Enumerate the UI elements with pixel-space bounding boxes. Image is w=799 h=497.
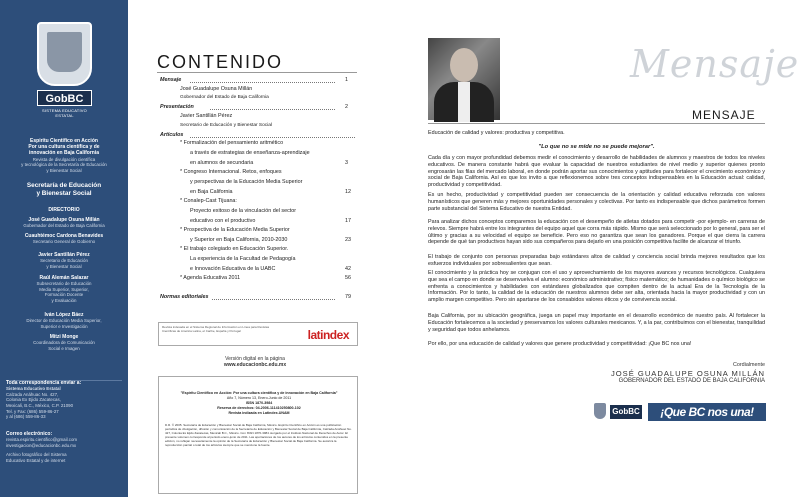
- toc-article-title[interactable]: * Formalización del pensamiento aritmético: [180, 140, 284, 146]
- email-block: [6, 431, 126, 448]
- mensaje-paragraph: El trabajo de conjunto con personas preparadas bajo estándares altos de calidad y conciencia social brinda mejores resultados que los esfuerzos individuales por sobresalientes que sean.: [428, 254, 765, 267]
- person-name: Javier Santillán Pérez: [38, 252, 90, 258]
- gobbc-footer-logo: GobBC: [610, 405, 642, 419]
- footer-logos: [592, 401, 767, 423]
- directory-entry: [4, 334, 124, 351]
- mensaje-paragraph: Cada día y con mayor profundidad debemos medir el conocimiento y desarrollo de habilidades de alumnos y maestros de todos los niveles educativos. De manera constante habrá que evaluar la capacidad de nuestros estudiantes de nivel medio y superior quienes pronto engrosarán las filas del mercado laboral, en donde podrán aportar sus conocimientos y aptitudes para fortalecer el crecimiento económico y social de Baja California. Así es que los invito a que reflexionemos sobre tres conceptos indispensables en la Educación actual: calidad, productividad y competitividad.: [428, 155, 765, 189]
- digital-version-note: [200, 356, 310, 368]
- person-role: Formación Docente: [44, 292, 84, 298]
- directory-entry: [4, 252, 124, 269]
- toc-author-role: Secretario de Educación y Bienestar Social: [180, 123, 272, 128]
- archive-line: Educativo Estatal y de internet: [6, 457, 66, 463]
- address-line: Tel. y Fax: (686) 559-86-27: [6, 408, 59, 414]
- directory-entry: [4, 217, 124, 229]
- latindex-badge: [158, 322, 358, 346]
- toc-leader: [190, 78, 335, 83]
- toc-author: José Guadalupe Osuna Millán: [180, 86, 253, 92]
- archive-line: Archivo fotográfico del Sistema: [6, 452, 67, 457]
- person-role: y Bienestar Social: [46, 263, 82, 269]
- directory-entry: [4, 233, 124, 245]
- toc-article-title: en alumnos de secundaria: [190, 160, 254, 166]
- toc-page-number: 2: [345, 104, 348, 110]
- toc-page-number: 79: [345, 294, 351, 300]
- address-line: y al (686) 559-86-33: [6, 414, 46, 420]
- person-role: Director de Educación Media Superior,: [26, 318, 102, 324]
- mensaje-heading: MENSAJE: [692, 108, 756, 122]
- correspondence-heading: Toda correspondencia enviar a:: [6, 380, 82, 386]
- slogan-logo: ¡Que BC nos una!: [648, 403, 766, 421]
- signer-post: GOBERNADOR DEL ESTADO DE BAJA CALIFORNIA: [618, 378, 765, 384]
- toc-leader: [210, 105, 335, 110]
- mensaje-intro: Educación de calidad y valores: productiva y competitiva.: [428, 130, 565, 136]
- sidebar: [0, 0, 128, 497]
- closing-text: Cordialmente: [732, 362, 765, 368]
- person-role: Gobernador del Estado de Baja California: [23, 223, 105, 229]
- toc-article-title: y Superior en Baja California, 2010-2030: [190, 237, 288, 243]
- mensaje-quote: "Lo que no se mide no se puede mejorar".: [538, 144, 655, 150]
- toc-article-title[interactable]: * Agenda Educativa 2011: [180, 275, 241, 281]
- archive-credit: [6, 452, 126, 463]
- journal-title: Espiritu Cientifico en Acción: [30, 138, 98, 144]
- title-divider: [157, 72, 357, 73]
- secretaria-line: y Bienestar Social: [36, 189, 92, 197]
- toc-article-title: e Innovación Educativa de la UABC: [190, 266, 276, 272]
- mensaje-paragraph: El conocimiento y la práctica hoy se conjugan con el uso y aprovechamiento de los mayores avances y recursos tecnológicos. Cualquiera que sea el campo en donde se desenvuelva el alumno: económico administrativo; físico matemático; de humanidades o químico biológico se enfrenta a conocimientos y habilidades con estándares globalizados que compiten dentro de la actual Era de la Tecnología de la Información. Por lo tanto, la calidad de la educación de nuestros alumnos debe ser alta, orientada hacia la mayor productividad y con un amplio margen competitivo. Pero sin apartarse de los consabidos valores éticos y de convivencia social.: [428, 270, 765, 304]
- person-role: Media Superior, Superior,: [39, 286, 89, 292]
- state-shield-icon: [37, 22, 92, 86]
- directorio-heading: [4, 207, 124, 213]
- toc-article-title[interactable]: * Conalep-Cast Tijuana:: [180, 198, 237, 204]
- journal-description: y Bienestar Social: [46, 167, 82, 173]
- address-line: Mexicali, B.C., México, C.P. 21090: [6, 402, 74, 408]
- toc-article-title: educativo con el productivo: [190, 218, 256, 224]
- contents-title: CONTENIDO: [157, 52, 283, 72]
- secretaria-heading: [4, 182, 124, 198]
- journal-info: [4, 138, 124, 173]
- toc-heading: Normas editoriales: [160, 294, 209, 300]
- toc-article-title: y perspectivas de la Educación Media Superior: [190, 179, 303, 185]
- toc-article-title: en Baja California: [190, 189, 233, 195]
- latindex-description: Revista indexada en el Sistema Regional de Información en Línea para Revistas Científicas de América Latina, el Caribe, España y Portugal: [162, 325, 270, 333]
- toc-page-number: 12: [345, 189, 351, 195]
- toc-page-number: 42: [345, 266, 351, 272]
- toc-leader: [190, 133, 355, 138]
- mensaje-paragraph: Por ello, por una educación de calidad y valores que genere productividad y competitividad: ¡Que BC nos una!: [428, 341, 692, 347]
- credits-title: "Espíritu Científico en Acción: Por una cultura científica y de innovación en Baja California": [180, 391, 338, 395]
- person-role: y Evaluación: [51, 297, 77, 303]
- person-name: Mitzi Monge: [49, 334, 79, 340]
- mensaje-watermark-title: Mensaje: [630, 42, 799, 86]
- toc-article-title[interactable]: * Prospectiva de la Educación Media Superior: [180, 227, 290, 233]
- photo-face: [450, 48, 478, 82]
- photo-shirt: [458, 82, 470, 122]
- credits-legal-text: D.R. © 2005. Secretaría de Educación y Bienestar Social de Baja California, México. Espíritu Científico en Acción es una publicación periódica de divulgación, difusión y comunicación de la Secretaría de Educación y Bienestar Social de Baja California, Calzada Anáhuac No. 427, Colonia Ex Ejido Zacatecas, Mexicali B.C., México. Con ISSN 1870-3984 otorgado por el Instituto Nacional de Derechos de Autor. El presente volumen corresponde al periodo enero-junio de 2011. Las aportaciones de los autores de los artículos contenidos en la presente edición, no reflejan necesariamente la opinión de la Secretaría de Educación y Bienestar Social de Baja California. Se autoriza la reproducción parcial o total de los artículos siempre que se mencione la fuente.: [165, 423, 352, 447]
- person-name: Raúl Alemán Salazar: [39, 275, 89, 281]
- toc-author-role: Gobernador del Estado de Baja California: [180, 95, 269, 100]
- credits-issue: Año 7, Número 13, Enero-Junio de 2011: [226, 396, 292, 400]
- toc-article-title: a través de estrategias de enseñanza-aprendizaje: [190, 150, 310, 156]
- journal-description: Revista de divulgación científica: [32, 156, 96, 162]
- journal-description: y tecnológica de la Secretaría de Educación: [21, 162, 107, 168]
- toc-article-title[interactable]: * El trabajo colegiado en Educación Superior.: [180, 246, 289, 252]
- toc-article-title: La experiencia de la Facultad de Pedagogía: [190, 256, 296, 262]
- secretaria-line: Secretaría de Educación: [26, 182, 102, 189]
- toc-heading: Presentación: [160, 104, 194, 110]
- person-name: Cuauhtémoc Cardona Benavides: [24, 233, 104, 239]
- toc-heading: Mensaje: [160, 77, 182, 83]
- person-role: Social e Imagen: [48, 345, 80, 351]
- mensaje-paragraph: Baja California, por su ubicación geográfica, juega un papel muy importante en el desarrollo económico de nuestro país. Al fortalecer la Educación fortalecemos a la sociedad y preservamos los valores culturales mexicanos. Y, a la par, contribuimos con el bienestar, tranquilidad y seguridad que todos anhelamos.: [428, 313, 765, 333]
- system-name: SISTEMA EDUCATIVO ESTATAL: [42, 108, 87, 118]
- person-role: Secretario General de Gobierno: [32, 239, 96, 245]
- person-role: Coordinadora de Comunicación: [33, 340, 95, 346]
- correspondence-block: [6, 380, 126, 420]
- toc-article-title: Proyecto exitoso de la vinculación del sector: [190, 208, 297, 214]
- governor-photo: [428, 38, 500, 120]
- toc-page-number: 3: [345, 160, 348, 166]
- toc-page-number: 17: [345, 218, 351, 224]
- gobbc-logo: [37, 22, 92, 122]
- version-text: Versión digital en la página: [225, 356, 285, 362]
- publication-credits: [158, 376, 358, 494]
- directory-entry: [4, 275, 124, 304]
- person-role: Superior e Investigación: [40, 323, 88, 329]
- journal-subtitle: Por una cultura científica y de: [28, 144, 100, 151]
- toc-page-number: 56: [345, 275, 351, 281]
- directorio-label: DIRECTORIO: [48, 207, 80, 213]
- toc-leader: [212, 295, 335, 300]
- bc-shield-icon: [594, 403, 606, 419]
- toc-author: Javier Santillán Pérez: [180, 113, 233, 119]
- email-heading: Correo electrónico:: [6, 431, 53, 437]
- mensaje-paragraph: Para analizar dichos conceptos comparemos la educación con el desempeño de atletas dotados para competir -por ejemplo- en carreras de relevos. Siempre habrá entre los integrantes del equipo aquel que corra más rápido. Mismo que será seleccionado por lo general, para ser el último y gracias a su velocidad el equipo se beneficie. Pero eso no garantiza que sean los ganadores. Porque el que cierra la carrera depende de qué tan productivos hayan sido sus compañeros para dejarlo en una posición competitiva facilite de alcanzar el triunfo.: [428, 219, 765, 246]
- person-name: José Guadalupe Osuna Millán: [28, 217, 100, 223]
- address-line: Sistema Educativo Estatal: [6, 386, 61, 392]
- toc-page-number: 1: [345, 77, 348, 83]
- person-name: Iván López Báez: [44, 312, 84, 318]
- credits-index: Revista indizada en Latindex-UNAM: [228, 411, 290, 415]
- latindex-logo: latindex: [307, 328, 349, 342]
- address-line: Colonia Ex Ejido Zacatecas,: [6, 397, 61, 403]
- journal-subtitle: innovación en Baja California: [28, 150, 99, 157]
- credits-issn: ISSN 1870-3984: [245, 401, 273, 405]
- email-link[interactable]: investigacion@educacionbc.edu.mx: [6, 442, 77, 448]
- person-role: Secretario de Educación: [40, 258, 88, 264]
- person-role: Subsecretario de Educación: [36, 281, 92, 287]
- toc-page-number: 23: [345, 237, 351, 243]
- credits-header: [167, 391, 351, 416]
- mensaje-divider: [428, 123, 765, 124]
- version-url-link[interactable]: www.educacionbc.edu.mx: [223, 362, 287, 368]
- credits-rights: Reserva de derechos: 04-2006-111410250800-102: [217, 406, 301, 410]
- email-link[interactable]: revista.espiritu.cientifico@gmail.com: [6, 437, 78, 443]
- signer-name: JOSÉ GUADALUPE OSUNA MILLÁN: [610, 369, 765, 378]
- directory-entry: [4, 312, 124, 329]
- toc-article-title[interactable]: * Congreso Internacional. Retos, enfoques: [180, 169, 282, 175]
- mensaje-paragraph: Es un hecho, productividad y competitividad pueden ser consecuencia de la orientación y calidad educativa reforzada con valores humanísticos que generen más y mejores oportunidades personales y colectivas. Por tanto es indispensable que dichos parámetros formen parte substancial del Sistema Educativo de nuestra Entidad.: [428, 192, 765, 212]
- gobbc-wordmark: GobBC: [37, 90, 92, 106]
- toc-heading: Artículos: [160, 132, 184, 138]
- address-line: Calzada Anáhuac No. 427,: [6, 391, 59, 397]
